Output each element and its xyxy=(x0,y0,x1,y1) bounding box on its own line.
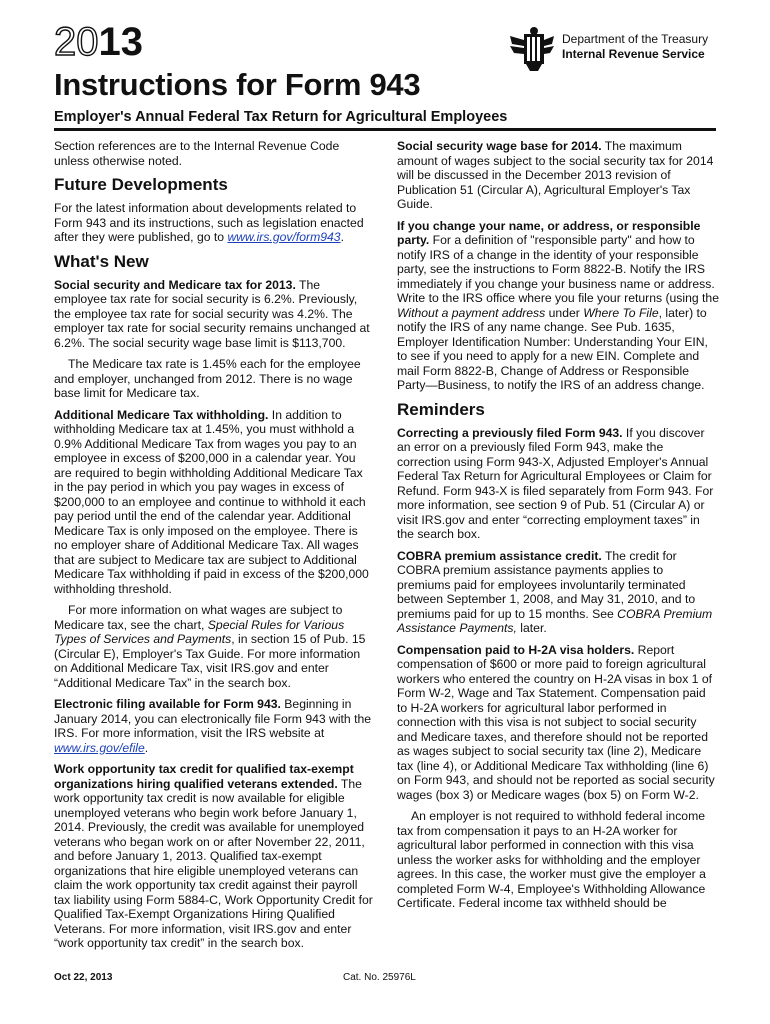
catalog-number: Cat. No. 25976L xyxy=(343,972,416,983)
agency-block xyxy=(508,26,728,72)
document-title: Instructions for Form 943 xyxy=(54,67,421,102)
wotc-head: Work opportunity tax credit for qualified tax-exempt organizations hiring qualified veterans extended. xyxy=(54,762,354,791)
header-rule xyxy=(54,128,716,131)
change-name-paragraph xyxy=(397,219,719,393)
agency-name: Internal Revenue Service xyxy=(562,47,705,61)
change-name-head: If you change your name, or address, or responsible party. xyxy=(397,218,701,247)
more-italic: Special Rules for Various Types of Services and Payments xyxy=(54,617,345,646)
correcting-text: If you discover an error on a previously filed Form 943, make the correction using Form 943-X, Adjusted Employer's Annual Federal Tax Return for Agricultural Employees or Claim for Refund. Form 943-X is filed separately from Form 943. For more information, see section 9 of Pub. 51 (Circular A) or visit IRS.gov and enter “correcting employment taxes” in the search box. xyxy=(397,425,714,541)
cobra-head: COBRA premium assistance credit. xyxy=(397,548,602,563)
efile-text: Beginning in January 2014, you can electronically file Form 943 with the IRS. For more information, visit the IRS website at xyxy=(54,697,372,740)
h2a-paragraph xyxy=(397,643,719,803)
amt-text: In addition to withholding Medicare tax at 1.45%, you must withhold a 0.9% Additional Medicare Tax from wages you pay to an employee in excess of $200,000 in a calendar year. You are required to begin withholding Additional Medicare Tax in the pay period in which you pay wages in excess of $200,000 to an employee and continue to withhold it each pay period until the end of the calendar year. Additional Medicare Tax is only imposed on the employee. There is no employer share of Additional Medicare Tax. All wages that are subject to Medicare tax are subject to Additional Medicare Tax withholding if paid in excess of the $200,000 withholding threshold. xyxy=(54,407,369,596)
h2a-text: Report compensation of $600 or more paid to foreign agricultural workers who entered the country on H-2A visas in box 1 of Form W-2, Wage and Tax Statement. Compensation paid to H-2A workers for agricultural labor performed in connection with this visa is not subject to social security and Medicare taxes, and therefore should not be reported as wages subject to social security tax (line 2), Medicare tax (line 4), or Additional Medicare Tax withholding (line 6) on Form 943, and should not be reported as social security wages (box 3) or Medicare wages (box 5) on Form W-2. xyxy=(397,642,715,802)
footer-date: Oct 22, 2013 xyxy=(54,972,113,983)
more-text1: For more information on what wages are subject to Medicare tax, see the chart, xyxy=(54,603,343,632)
form943-link[interactable]: www.irs.gov/form943 xyxy=(227,230,341,244)
irs-eagle-logo-icon xyxy=(508,26,556,72)
change-italic2: Where To File xyxy=(583,305,659,320)
future-developments-paragraph xyxy=(54,201,374,245)
change-text1: For a definition of "responsible party" and how to notify IRS of a change in the identity of your responsible party, see the instructions to Form 8822-B. Notify the IRS immediately if you change your business name or address. Write to the IRS office where you file your returns (using the xyxy=(397,233,719,305)
efile-link[interactable]: www.irs.gov/efile xyxy=(54,740,145,755)
change-text2: under xyxy=(545,305,584,320)
future-text: For the latest information about developments related to Form 943 and its instructions, such as legislation enacted after they were published, go to xyxy=(54,201,364,244)
cobra-text: The credit for COBRA premium assistance payments applies to premiums paid for employees involuntarily terminated between September 1, 2008, and May 31, 2010, and to premiums paid for up to 15 months. See xyxy=(397,548,696,621)
form-year xyxy=(54,20,143,64)
future-developments-heading: Future Developments xyxy=(54,175,228,194)
wage-base-head: Social security wage base for 2014. xyxy=(397,139,602,153)
wage-base-text: The maximum amount of wages subject to the social security tax for 2014 will be discussed in the December 2013 revision of Publication 51 (Circular A), Agricultural Employer's Tax Guide. xyxy=(397,139,714,211)
ss-medicare-head: Social security and Medicare tax for 2013. xyxy=(54,277,296,292)
right-column xyxy=(397,139,719,918)
h2a-withholding-paragraph: An employer is not required to withhold federal income tax from compensation it pays to an H-2A worker for agricultural labor performed in connection with this visa unless the worker asks for withholding and the employer agrees. In this case, the worker must give the employer a completed Form W-4, Employee's Withholding Allowance Certificate. Federal income tax withheld should be xyxy=(397,809,706,910)
correcting-paragraph xyxy=(397,426,719,542)
more-text2: , in section 15 of Pub. 15 (Circular E), Employer's Tax Guide. For more information on Additional Medicare Tax, visit IRS.gov and enter “Additional Medicare Tax” in the search box. xyxy=(54,632,366,690)
year-solid: 13 xyxy=(98,20,143,64)
future-end: . xyxy=(340,230,344,244)
year-outline: 20 xyxy=(54,20,99,64)
cobra-end: later. xyxy=(516,621,547,635)
h2a-head: Compensation paid to H-2A visa holders. xyxy=(397,642,635,657)
change-text3: , later) to notify the IRS of any name change. See Pub. 1635, Employer Identification Number: Understanding Your EIN, to see if you need to apply for a new EIN. Complete and mail Form 8822-B, Change of Address or Responsible Party—Business, to notify the IRS of an address change. xyxy=(397,305,708,392)
change-italic1: Without a payment address xyxy=(397,305,546,320)
intro-paragraph: Section references are to the Internal Revenue Code unless otherwise noted. xyxy=(54,139,340,168)
medicare-rate-paragraph: The Medicare tax rate is 1.45% each for the employee and employer, unchanged from 2012. There is no wage base limit for Medicare tax. xyxy=(54,357,361,400)
reminders-heading: Reminders xyxy=(397,399,485,419)
cobra-paragraph xyxy=(397,549,719,636)
correcting-head: Correcting a previously filed Form 943. xyxy=(397,425,623,440)
more-info-paragraph xyxy=(54,603,374,690)
document-subtitle: Employer's Annual Federal Tax Return for Agricultural Employees xyxy=(54,109,508,125)
left-column xyxy=(54,139,374,958)
efile-paragraph xyxy=(54,697,374,755)
efile-head: Electronic filing available for Form 943. xyxy=(54,697,281,711)
efile-end: . xyxy=(144,740,149,755)
wotc-paragraph xyxy=(54,762,374,951)
wotc-text: The work opportunity tax credit is now available for eligible unemployed veterans who begin work before January 1, 2014. Previously, the credit was available for unemployed veterans who began work on or after November 22, 2011, and before January 1, 2013. Qualified tax-exempt organizations that hire eligible unemployed veterans can claim the work opportunity tax credit against their payroll tax liability using Form 5884-C, Work Opportunity Credit for Qualified Tax-Exempt Organizations Hiring Qualified Veterans. For more information, visit IRS.gov and enter “work opportunity tax credit” in the search box. xyxy=(54,776,373,950)
wage-base-paragraph xyxy=(397,139,719,212)
amt-head: Additional Medicare Tax withholding. xyxy=(54,407,269,422)
cobra-italic: COBRA Premium Assistance Payments, xyxy=(397,606,713,635)
amt-paragraph xyxy=(54,408,374,597)
ss-medicare-text: The employee tax rate for social security is 6.2%. Previously, the employee tax rate for social security was 4.2%. The employer tax rate for social security remains unchanged at 6.2%. The social security wage base limit is $113,700. xyxy=(54,277,370,350)
department-name: Department of the Treasury xyxy=(562,32,709,46)
whats-new-heading: What's New xyxy=(54,251,149,271)
ss-medicare-paragraph xyxy=(54,278,374,351)
